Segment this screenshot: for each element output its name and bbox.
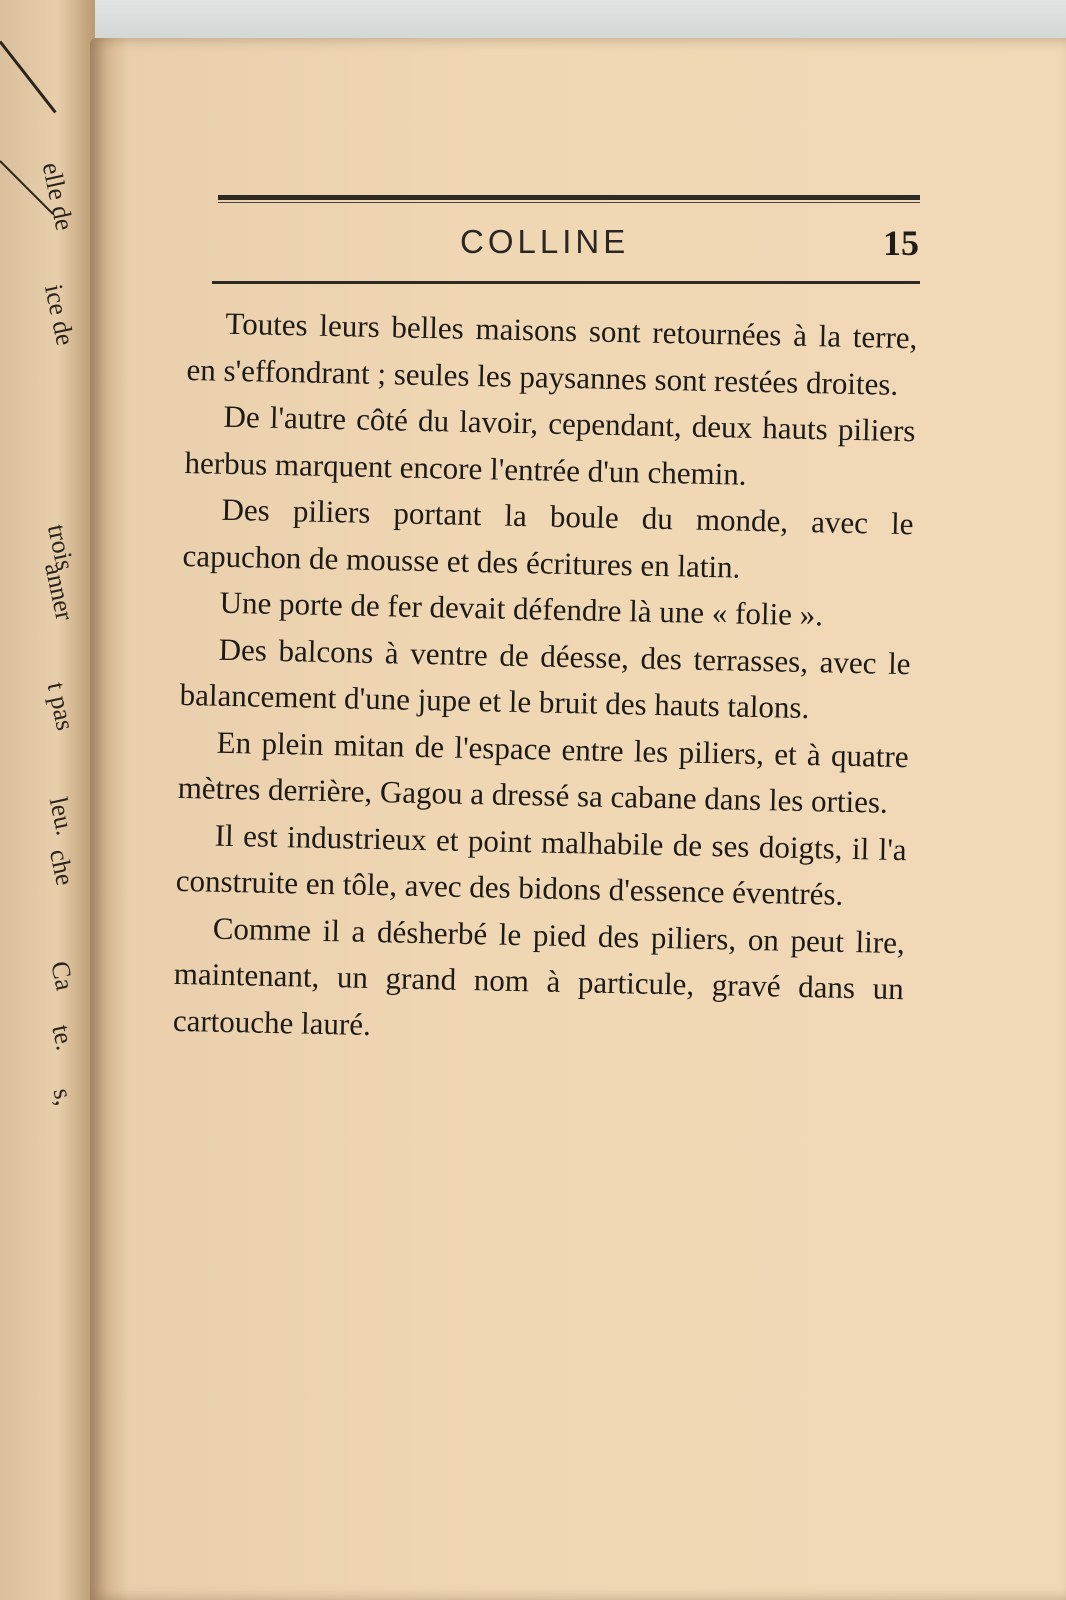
paragraph: De l'autre côté du lavoir, cependant, deux hauts piliers herbus marquent encore l'entrée d'un chemin.	[184, 398, 916, 492]
decorative-line	[0, 41, 57, 114]
left-page-fragment: te.	[46, 1022, 80, 1053]
paragraph: Comme il a désherbé le pied des piliers, on peut lire, maintenant, un grand nom à particule, gravé dans un cartouche lauré.	[172, 910, 906, 1042]
header-rule-bottom	[212, 281, 920, 284]
paragraph: Il est industrieux et point malhabile de ses doigts, il l'a construite en tôle, avec des bidons d'essence éventrés.	[175, 817, 908, 912]
left-page-edge	[0, 0, 95, 1600]
running-head-title: COLLINE	[460, 223, 630, 260]
left-page-fragment: trois	[41, 521, 80, 573]
book-page	[90, 38, 1066, 1600]
left-page-fragment: elle de	[37, 159, 80, 233]
left-page-fragment: t pas	[41, 679, 80, 733]
left-page-fragment: che	[43, 846, 80, 888]
page-number: 15	[883, 223, 919, 263]
left-page-fragment: ice de	[38, 281, 80, 348]
left-page-fragment: leu.	[43, 794, 80, 838]
left-page-fragment: s,	[47, 1085, 80, 1108]
left-page-fragment: anner	[39, 560, 80, 623]
paragraph: Des balcons à ventre de déesse, des terrasses, avec le balancement d'une jupe et le bruit des hauts talons.	[179, 631, 911, 726]
header-rule-top	[218, 195, 920, 200]
paragraph: En plein mitan de l'espace entre les piliers, et à quatre mètres derrière, Gagou a dressé sa cabane dans les orties.	[177, 724, 909, 820]
paragraph: Des piliers portant la boule du monde, avec le capuchon de mousse et des écritures en latin.	[182, 491, 914, 585]
left-page-fragment: Ca	[45, 958, 80, 993]
body-text	[172, 300, 917, 1059]
paragraph: Une porte de fer devait défendre là une « folie ».	[219, 584, 824, 633]
paragraph: Toutes leurs belles maisons sont retournées à la terre, en s'effondrant ; seules les paysannes sont restées droites.	[186, 305, 918, 402]
